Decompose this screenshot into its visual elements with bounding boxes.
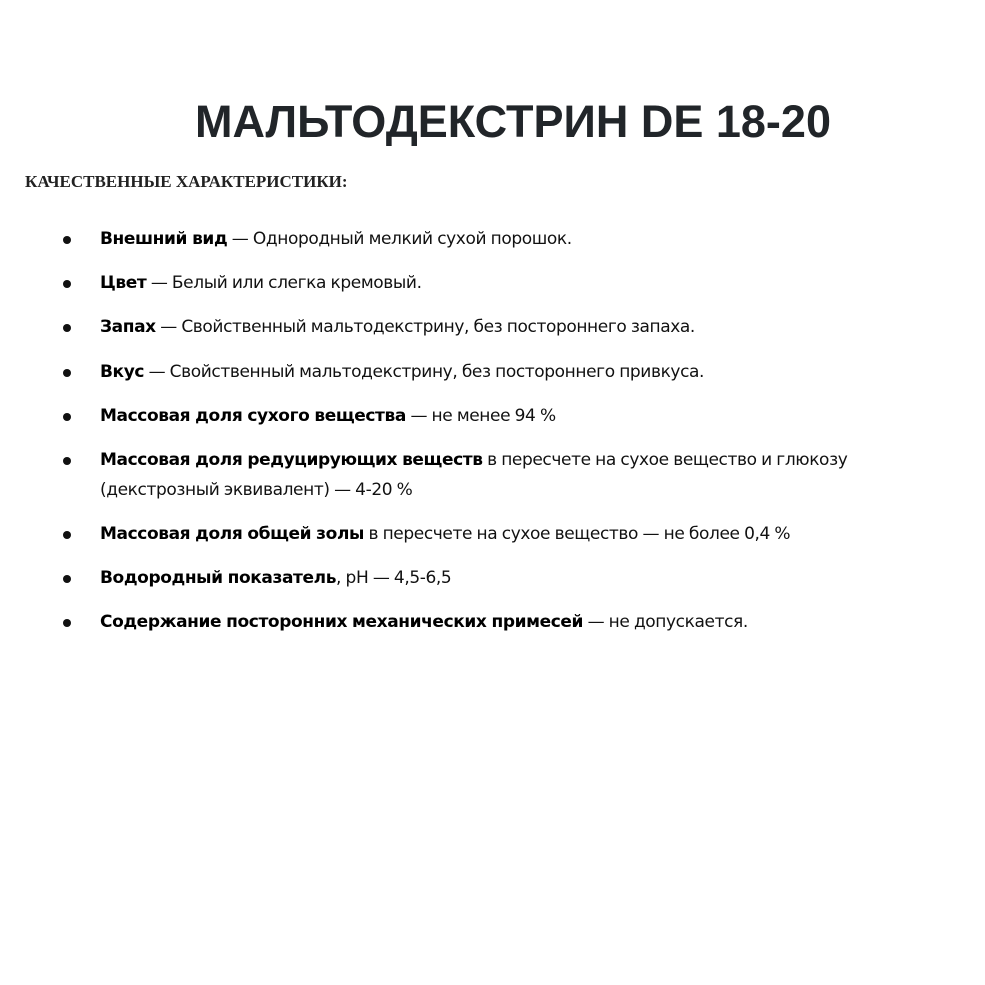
list-item [100,312,970,342]
bullet-icon [63,369,71,377]
item-term: Массовая доля сухого вещества [100,406,406,426]
bullet-icon [63,324,71,332]
page-title: МАЛЬТОДЕКСТРИН DE 18-20 [195,96,831,147]
bullet-icon [63,619,71,627]
list-item [100,519,970,549]
item-text: в пересчете на сухое вещество — не более 0,4 % [363,524,791,544]
list-item [100,445,970,505]
item-text: в пересчете на сухое вещество и глюкозу (декстрозный эквивалент) — 4-20 % [100,450,848,500]
item-text: , pH — 4,5-6,5 [336,568,452,588]
item-term: Внешний вид [100,229,228,249]
item-text: — не допускается. [583,612,748,632]
bullet-icon [63,413,71,421]
list-item [100,607,970,637]
item-term: Массовая доля редуцирующих веществ [100,450,483,470]
list-item [100,268,970,298]
bullet-icon [63,280,71,288]
bullet-icon [63,531,71,539]
item-text: — Свойственный мальтодекстрину, без постороннего привкуса. [144,362,705,382]
item-term: Содержание посторонних механических примесей [100,612,584,632]
item-text: — Свойственный мальтодекстрину, без постороннего запаха. [155,317,695,337]
item-text: — Однородный мелкий сухой порошок. [227,229,572,249]
list-item [100,563,970,593]
bullet-icon [63,236,71,244]
item-term: Массовая доля общей золы [100,524,364,544]
item-term: Вкус [100,362,145,382]
item-term: Водородный показатель [100,568,337,588]
bullet-icon [63,457,71,465]
list-item [100,401,970,431]
bullet-icon [63,575,71,583]
item-text: — Белый или слегка кремовый. [146,273,422,293]
item-term: Цвет [100,273,147,293]
list-item [100,224,970,254]
list-item [100,357,970,387]
item-text: — не менее 94 % [405,406,556,426]
section-heading: КАЧЕСТВЕННЫЕ ХАРАКТЕРИСТИКИ: [25,172,348,191]
item-term: Запах [100,317,156,337]
